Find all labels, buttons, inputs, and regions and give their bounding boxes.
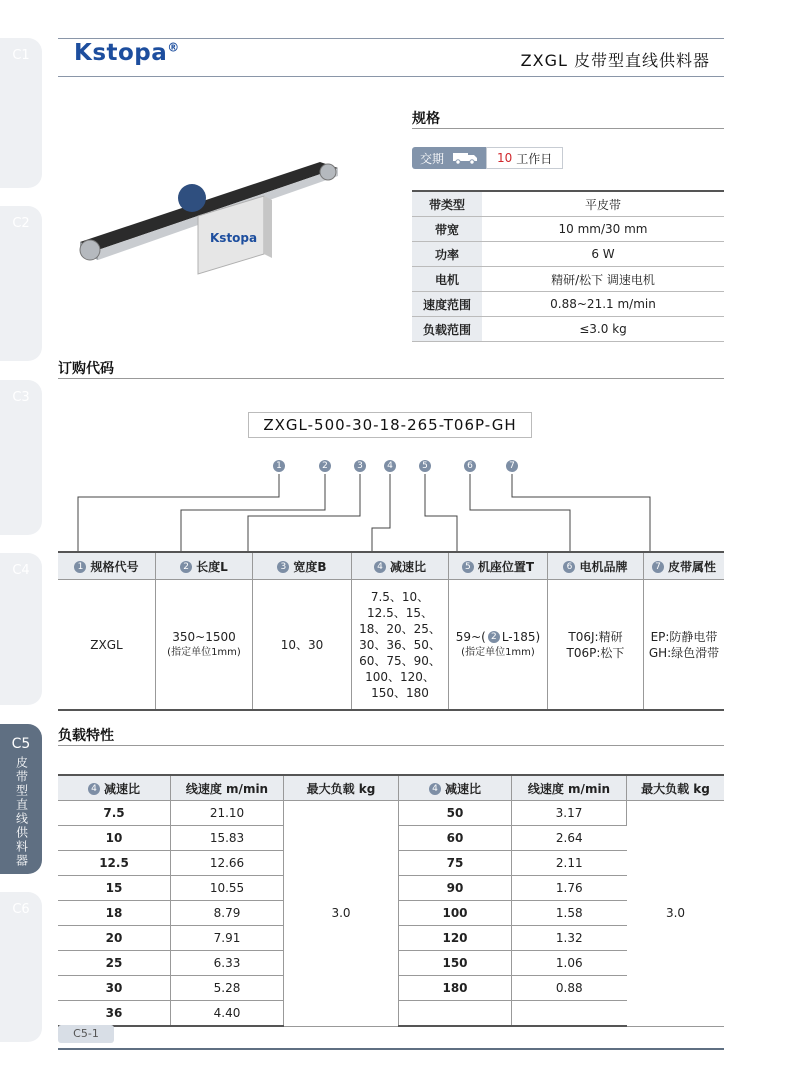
num-badge: 6 <box>563 561 575 573</box>
num-badge: 4 <box>88 783 100 795</box>
table-row: 12.5 12.66 75 2.11 <box>58 851 724 876</box>
side-tab-label: C1 <box>12 48 30 63</box>
footer-line <box>58 1048 724 1050</box>
spec-title: 规格 <box>412 111 440 127</box>
table-row: 20 7.91 120 1.32 <box>58 926 724 951</box>
num-badge: 4 <box>429 783 441 795</box>
product-logo: Kstopa <box>210 231 258 245</box>
load-title: 负载特性 <box>58 728 114 744</box>
side-tab-c3[interactable] <box>0 380 42 535</box>
order-code-example: ZXGL-500-30-18-265-T06P-GH <box>248 412 532 438</box>
load-table <box>58 774 724 1027</box>
num-badge: 1 <box>74 561 86 573</box>
page-number: C5-1 <box>58 1025 114 1043</box>
num-badge: 2 <box>180 561 192 573</box>
load-divider <box>58 745 724 746</box>
page-title: ZXGL 皮带型直线供料器 <box>520 51 710 70</box>
delivery-days-unit: 工作日 <box>516 151 553 166</box>
brand-logo: Kstopa® <box>74 40 180 66</box>
num-badge: 2 <box>488 631 500 643</box>
side-tab-c1[interactable] <box>0 38 42 188</box>
order-title: 订购代码 <box>58 361 114 377</box>
table-row: 25 6.33 150 1.06 <box>58 951 724 976</box>
num-badge: 4 <box>374 561 386 573</box>
header-top-line <box>58 38 724 39</box>
code-marker-3: 3 <box>354 460 366 472</box>
num-badge: 7 <box>652 561 664 573</box>
code-marker-4: 4 <box>384 460 396 472</box>
side-tab-c2[interactable] <box>0 206 42 361</box>
code-marker-1: 1 <box>273 460 285 472</box>
delivery-days-number: 10 <box>497 151 513 165</box>
truck-icon <box>452 151 478 165</box>
table-row: 功率 6 W <box>412 242 724 267</box>
table-row: 15 10.55 90 1.76 <box>58 876 724 901</box>
delivery-days <box>486 147 563 169</box>
table-row: 电机 精研/松下 调速电机 <box>412 267 724 292</box>
table-row: 30 5.28 180 0.88 <box>58 976 724 1001</box>
order-divider <box>58 378 724 379</box>
num-badge: 3 <box>277 561 289 573</box>
code-marker-7: 7 <box>506 460 518 472</box>
table-row: 10 15.83 60 2.64 <box>58 826 724 851</box>
table-row: 带类型 平皮带 <box>412 191 724 217</box>
delivery-label: 交期 <box>420 151 445 166</box>
table-header-row: 4 减速比 线速度 m/min 最大负载 kg 4 减速比 线速度 m/min 最大负载 kg <box>58 775 724 801</box>
code-marker-6: 6 <box>464 460 476 472</box>
spec-table <box>412 190 724 342</box>
code-marker-2: 2 <box>319 460 331 472</box>
max-load-left: 3.0 <box>284 801 399 1027</box>
delivery-info <box>412 147 563 169</box>
side-tab-c5[interactable] <box>0 724 42 874</box>
table-row: 速度范围 0.88~21.1 m/min <box>412 292 724 317</box>
table-row: 36 4.40 <box>58 1001 724 1027</box>
side-tab-label: C5 <box>11 736 31 752</box>
order-code-table <box>58 551 724 711</box>
code-marker-5: 5 <box>419 460 431 472</box>
product-image <box>70 150 360 290</box>
table-row: 负载范围 ≤3.0 kg <box>412 317 724 342</box>
side-tab-label: C4 <box>12 563 30 578</box>
side-tab-c6[interactable] <box>0 892 42 1042</box>
side-tab-label: C2 <box>12 216 30 231</box>
side-tab-label: C3 <box>12 390 30 405</box>
side-tab-label: C6 <box>12 902 30 917</box>
spec-divider <box>412 128 724 129</box>
delivery-pill <box>412 147 486 169</box>
header-bottom-line <box>58 76 724 77</box>
max-load-right: 3.0 <box>627 801 725 1027</box>
table-row: 18 8.79 100 1.58 <box>58 901 724 926</box>
side-tab-c4[interactable] <box>0 553 42 705</box>
num-badge: 5 <box>462 561 474 573</box>
side-tab-vertical-label: 皮带型直线供料器 <box>14 756 29 868</box>
table-row: 7.5 21.10 3.0 50 3.17 3.0 <box>58 801 724 826</box>
table-header-row: 1 规格代号 2 长度L 3 宽度B 4 减速比 5 机座位置T 6 电机品牌 7 皮带属性 <box>58 552 724 580</box>
table-row: ZXGL 350~1500 (指定单位1mm) 10、30 7.5、10、 12.5、15、 18、20、25、 30、36、50、 60、75、90、 100、120、 150、180 59~( 2 L-185) (指定单位1mm) T06J:精研 T06P:松下 EP:防静电带 GH:绿色滑带 <box>58 580 724 711</box>
table-row: 带宽 10 mm/30 mm <box>412 217 724 242</box>
